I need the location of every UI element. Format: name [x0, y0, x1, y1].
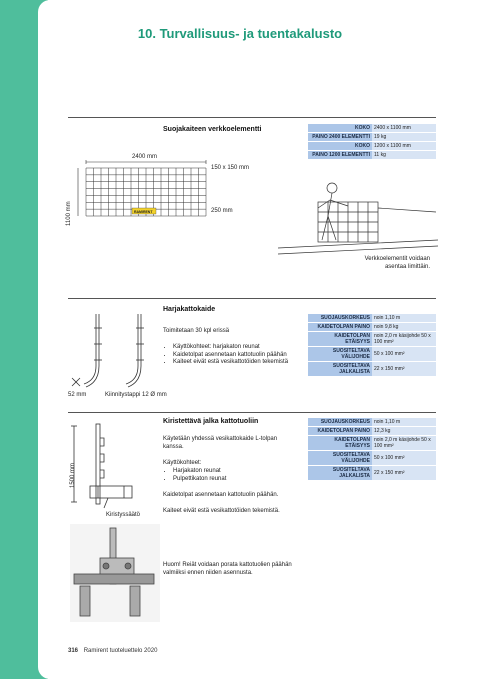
spec-key: PAINO 1200 ELEMENTTI	[308, 151, 372, 160]
section-title-tensioned-leg: Kiristettävä jalka kattotuoliin	[163, 418, 259, 425]
table-row	[308, 323, 436, 332]
spec-key: SUOSITELTAVA JALKALISTA	[308, 466, 372, 481]
section-title-ridge-guardrail: Harjakattokaide	[163, 306, 216, 313]
spec-table-net-element	[308, 124, 436, 160]
spec-key: SUOSITELTAVA JALKALISTA	[308, 362, 372, 377]
leg-note: Huom! Reiät voidaan porata kattotuolien päähän valmiiksi ennen niiden asennusta.	[163, 562, 292, 576]
spec-key: SUOJAUSKORKEUS	[308, 418, 372, 427]
page-number: 316	[68, 648, 79, 654]
table-row	[308, 142, 436, 151]
dim-bottom-label: 250 mm	[211, 208, 233, 214]
spec-value: noin 2,0 m käsijohde 50 x 100 mm²	[372, 436, 436, 451]
leg-p2: Käyttökohteet:	[163, 460, 202, 466]
spec-table-tensioned-leg	[308, 418, 436, 481]
table-row	[308, 314, 436, 323]
table-row	[308, 347, 436, 362]
list-item: • Kaiteet eivät estä vesikattotöiden tekemistä	[173, 359, 299, 367]
page-footer	[68, 648, 157, 654]
list-item: • Harjakaton reunat	[173, 468, 293, 476]
worker-installing-net-illustration	[278, 178, 438, 258]
net-element-drawing	[74, 160, 214, 222]
table-row	[308, 427, 436, 436]
leg-p4: Kaiteet eivät estä vesikattotöiden tekemistä.	[163, 508, 280, 514]
table-row	[308, 124, 436, 133]
pin-label: Kiinnitystappi 12 Ø mm	[105, 392, 167, 398]
spec-value: 22 x 150 mm²	[372, 362, 436, 377]
leg-bullets	[163, 468, 293, 483]
spec-key: KOKO	[308, 142, 372, 151]
ridge-intro: Toimitetaan 30 kpl erissä	[163, 328, 230, 334]
list-item: • Käyttökohteet: harjakaton reunat	[173, 344, 299, 352]
adjust-label: Kiristyssäätö	[106, 512, 141, 518]
page-title: 10. Turvallisuus- ja tuentakalusto	[137, 26, 343, 41]
section-divider	[68, 298, 436, 299]
spec-value: noin 9,8 kg	[372, 323, 436, 332]
spec-key: PAINO 2400 ELEMENTTI	[308, 133, 372, 142]
dim-mesh-label: 150 x 150 mm	[211, 165, 250, 171]
spec-value: 11 kg	[372, 151, 436, 160]
table-row	[308, 332, 436, 347]
leg-p3: Kaidetolpat asennetaan kattotuolin päähän.	[163, 492, 279, 498]
spec-value: 50 x 100 mm²	[372, 451, 436, 466]
dim-width-label: 2400 mm	[132, 154, 158, 160]
dim-52-label: 52 mm	[68, 392, 87, 398]
section-title-net-element: Suojakaiteen verkkoelementti	[163, 126, 262, 133]
spec-value: 12,3 kg	[372, 427, 436, 436]
table-row	[308, 451, 436, 466]
spec-key: SUOSITELTAVA VÄLIJOHDE	[308, 451, 372, 466]
spec-table-ridge-guardrail	[308, 314, 436, 377]
spec-value: 50 x 100 mm²	[372, 347, 436, 362]
table-row	[308, 466, 436, 481]
spec-value: 19 kg	[372, 133, 436, 142]
table-row	[308, 133, 436, 142]
spec-value: 22 x 150 mm²	[372, 466, 436, 481]
spec-key: KAIDETOLPAN PAINO	[308, 427, 372, 436]
dim-1500-label: 1500 mm	[70, 462, 76, 488]
spec-value: noin 1,10 m	[372, 314, 436, 323]
table-row	[308, 151, 436, 160]
ridge-bullets	[163, 344, 299, 367]
leg-p1: Käytetään yhdessä vesikattokaide L-tolpan kanssa.	[163, 436, 278, 450]
spec-value: 2400 x 1100 mm	[372, 124, 436, 133]
spec-key: SUOSITELTAVA VÄLIJOHDE	[308, 347, 372, 362]
table-row	[308, 362, 436, 377]
footer-text: Ramirent tuoteluettelo 2020	[83, 648, 158, 654]
brand-tag: RAMIRENT	[134, 210, 153, 214]
section-divider	[68, 117, 436, 118]
spec-value: 1200 x 1100 mm	[372, 142, 436, 151]
spec-key: SUOJAUSKORKEUS	[308, 314, 372, 323]
net-caption: Verkkoelementit voidaan asentaa limittäin.	[364, 256, 430, 270]
spec-key: KAIDETOLPAN ETÄISYYS	[308, 436, 372, 451]
list-item: • Pulpettikaton reunat	[173, 476, 293, 484]
list-item: • Kaidetolpat asennetaan kattotuolin päähän	[173, 352, 299, 360]
section-divider	[68, 412, 436, 413]
table-row	[308, 436, 436, 451]
spec-value: noin 1,10 m	[372, 418, 436, 427]
spec-key: KOKO	[308, 124, 372, 133]
ridge-guardrail-drawing	[68, 308, 158, 396]
dim-height-label: 1100 mm	[66, 201, 72, 226]
spec-value: noin 2,0 m käsijohde 50 x 100 mm²	[372, 332, 436, 347]
spec-key: KAIDETOLPAN PAINO	[308, 323, 372, 332]
tensioned-leg-photo	[70, 524, 160, 622]
tensioned-leg-drawing	[68, 420, 158, 520]
spec-key: KAIDETOLPAN ETÄISYYS	[308, 332, 372, 347]
table-row	[308, 418, 436, 427]
